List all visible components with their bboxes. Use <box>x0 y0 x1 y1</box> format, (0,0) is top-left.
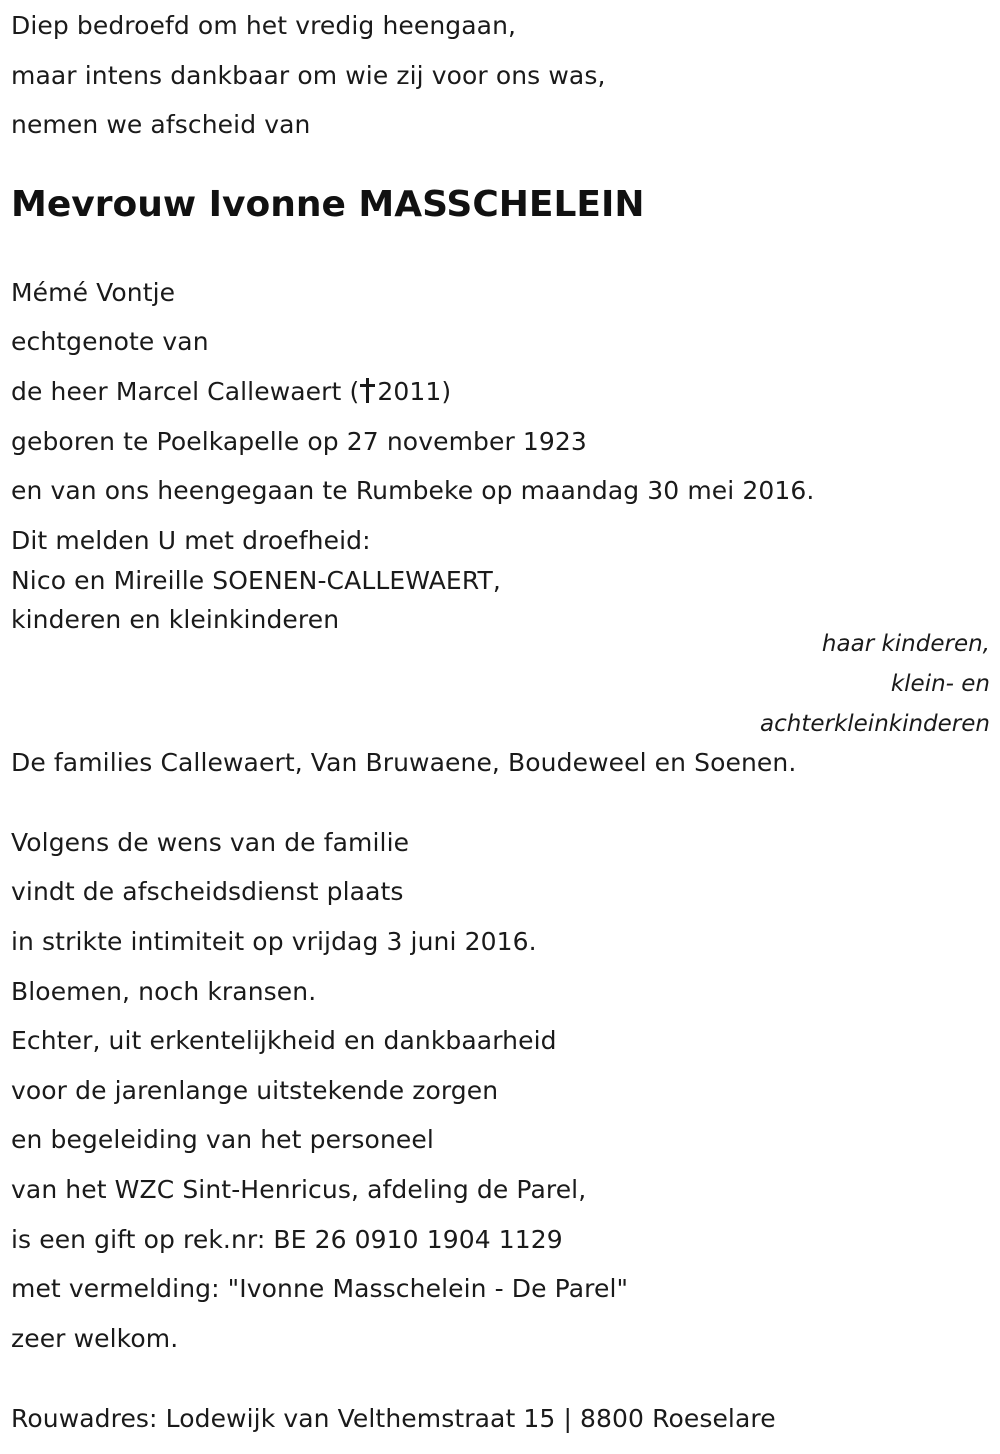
intro-line: maar intens dankbaar om wie zij voor ons was, <box>11 61 606 90</box>
service-line: en begeleiding van het personeel <box>11 1125 434 1154</box>
bank-account-line: is een gift op rek.nr: BE 26 0910 1904 1129 <box>11 1225 563 1254</box>
service-line: Bloemen, noch kransen. <box>11 977 317 1006</box>
latin-cross-icon <box>360 378 375 404</box>
spouse-death-year: 2011) <box>377 377 452 406</box>
spouse-line <box>11 377 451 407</box>
announcement-intro: Dit melden U met droefheid: <box>11 526 371 555</box>
deceased-name: Mevrouw Ivonne MASSCHELEIN <box>11 184 645 225</box>
mourning-address: Rouwadres: Lodewijk van Velthemstraat 15 | 8800 Roeselare <box>11 1404 776 1433</box>
family-names: Nico en Mireille SOENEN-CALLEWAERT, <box>11 566 501 595</box>
birth-details: geboren te Poelkapelle op 27 november 1923 <box>11 427 587 456</box>
service-line: vindt de afscheidsdienst plaats <box>11 877 404 906</box>
service-line: Echter, uit erkentelijkheid en dankbaarheid <box>11 1026 557 1055</box>
nickname: Mémé Vontje <box>11 278 176 307</box>
family-descendants: kinderen en kleinkinderen <box>11 605 340 634</box>
service-line: voor de jarenlange uitstekende zorgen <box>11 1076 499 1105</box>
service-line: in strikte intimiteit op vrijdag 3 juni 2016. <box>11 927 537 956</box>
death-details: en van ons heengegaan te Rumbeke op maandag 30 mei 2016. <box>11 476 815 505</box>
service-line: met vermelding: "Ivonne Masschelein - De Parel" <box>11 1274 629 1303</box>
service-line: Volgens de wens van de familie <box>11 828 410 857</box>
intro-line: nemen we afscheid van <box>11 110 311 139</box>
right-note-line: achterkleinkinderen <box>760 711 990 737</box>
intro-line: Diep bedroefd om het vredig heengaan, <box>11 11 517 40</box>
service-line: van het WZC Sint-Henricus, afdeling de Parel, <box>11 1175 587 1204</box>
right-note-line: haar kinderen, <box>821 631 990 657</box>
families-line: De families Callewaert, Van Bruwaene, Boudeweel en Soenen. <box>11 748 797 777</box>
service-line: zeer welkom. <box>11 1324 179 1353</box>
right-note-line: klein- en <box>890 671 990 697</box>
spouse-name: de heer Marcel Callewaert ( <box>11 377 360 406</box>
spouse-intro: echtgenote van <box>11 327 209 356</box>
